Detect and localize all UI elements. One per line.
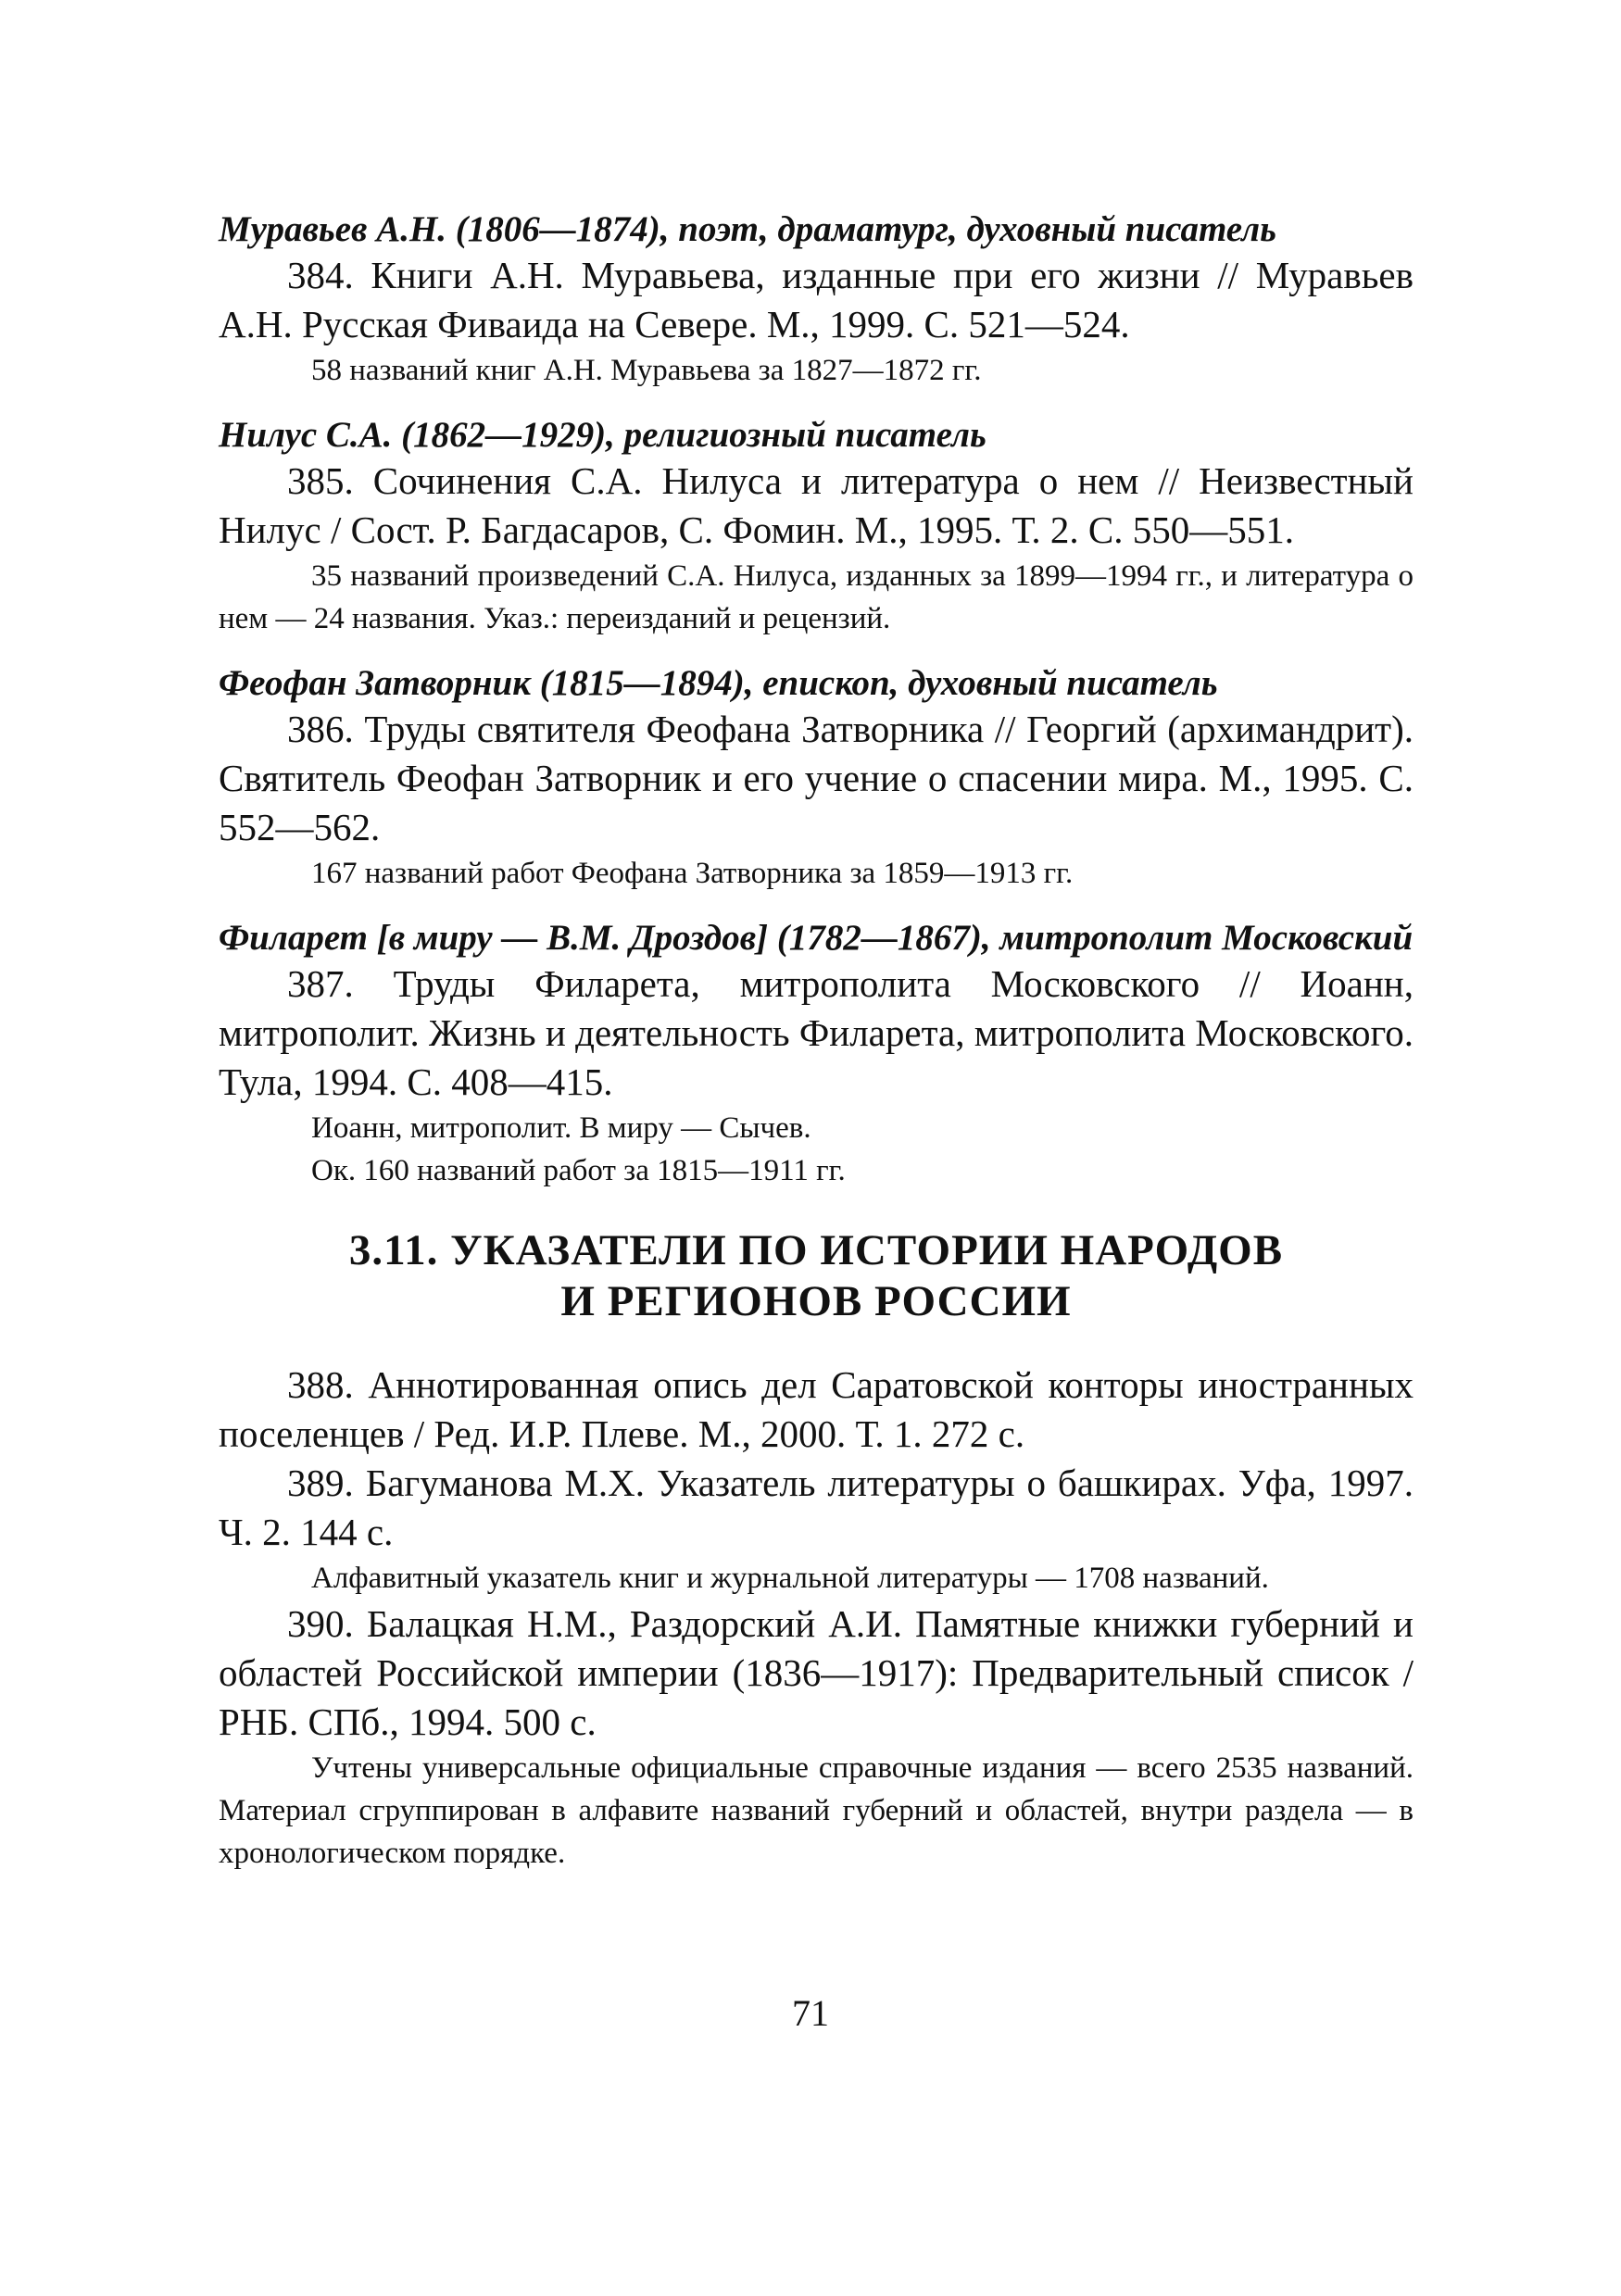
entry-389: 389. Багуманова М.Х. Указатель литературы о башкирах. Уфа, 1997. Ч. 2. 144 с. (219, 1462, 1414, 1553)
note-390: Учтены универсальные официальные справочные издания — всего 2535 названий. Материал сгруппирован в алфавите названий губерний и областей, внутри раздела — в хронологическом порядке. (219, 1751, 1414, 1870)
note-389: Алфавитный указатель книг и журнальной литературы — 1708 названий. (311, 1562, 1269, 1595)
section-title-line1: 3.11. УКАЗАТЕЛИ ПО ИСТОРИИ НАРОДОВ (348, 1226, 1284, 1274)
entry-386: 386. Труды святителя Феофана Затворника // Георгий (архимандрит). Святитель Феофан Затворник и его учение о спасении мира. М., 1995. С. 552—562. (219, 708, 1414, 848)
note-386: 167 названий работ Феофана Затворника за 1859—1913 гг. (311, 857, 1074, 890)
page-body (219, 208, 1414, 1875)
entry-388: 388. Аннотированная опись дел Саратовской конторы иностранных поселенцев / Ред. И.Р. Плеве. М., 2000. Т. 1. 272 с. (219, 1363, 1414, 1455)
note-387-b: Ок. 160 названий работ за 1815—1911 гг. (311, 1154, 846, 1187)
entry-385: 385. Сочинения С.А. Нилуса и литература о нем // Неизвестный Нилус / Сост. Р. Багдасаров, С. Фомин. М., 1995. Т. 2. С. 550—551. (219, 459, 1414, 551)
author-heading-nilus: Нилус С.А. (1862—1929), религиозный писатель (219, 415, 986, 455)
note-387-a: Иоанн, митрополит. В миру — Сычев. (311, 1111, 811, 1145)
section-title-line2: И РЕГИОНОВ РОССИИ (560, 1277, 1072, 1325)
page-number: 71 (792, 1992, 829, 2034)
author-heading-feofan: Феофан Затворник (1815—1894), епископ, духовный писатель (219, 663, 1218, 703)
entry-387: 387. Труды Филарета, митрополита Московского // Иоанн, митрополит. Жизнь и деятельность Филарета, митрополита Московского. Тула, 1994. С. 408—415. (219, 962, 1414, 1103)
entry-384: 384. Книги А.Н. Муравьева, изданные при его жизни // Муравьев А.Н. Русская Фиваида на Севере. М., 1999. С. 521—524. (219, 254, 1414, 345)
note-385: 35 названий произведений С.А. Нилуса, изданных за 1899—1994 гг., и литература о нем — 24 названия. Указ.: переизданий и рецензий. (219, 559, 1414, 635)
entry-390: 390. Балацкая Н.М., Раздорский А.И. Памятные книжки губерний и областей Российской империи (1836—1917): Предварительный список / РНБ. СПб., 1994. 500 с. (219, 1602, 1414, 1743)
author-heading-filaret: Филарет [в миру — В.М. Дроздов] (1782—1867), митрополит Московский (219, 918, 1414, 958)
note-384: 58 названий книг А.Н. Муравьева за 1827—1872 гг. (311, 354, 982, 387)
author-heading-muravyev: Муравьев А.Н. (1806—1874), поэт, драматург, духовный писатель (219, 209, 1276, 249)
